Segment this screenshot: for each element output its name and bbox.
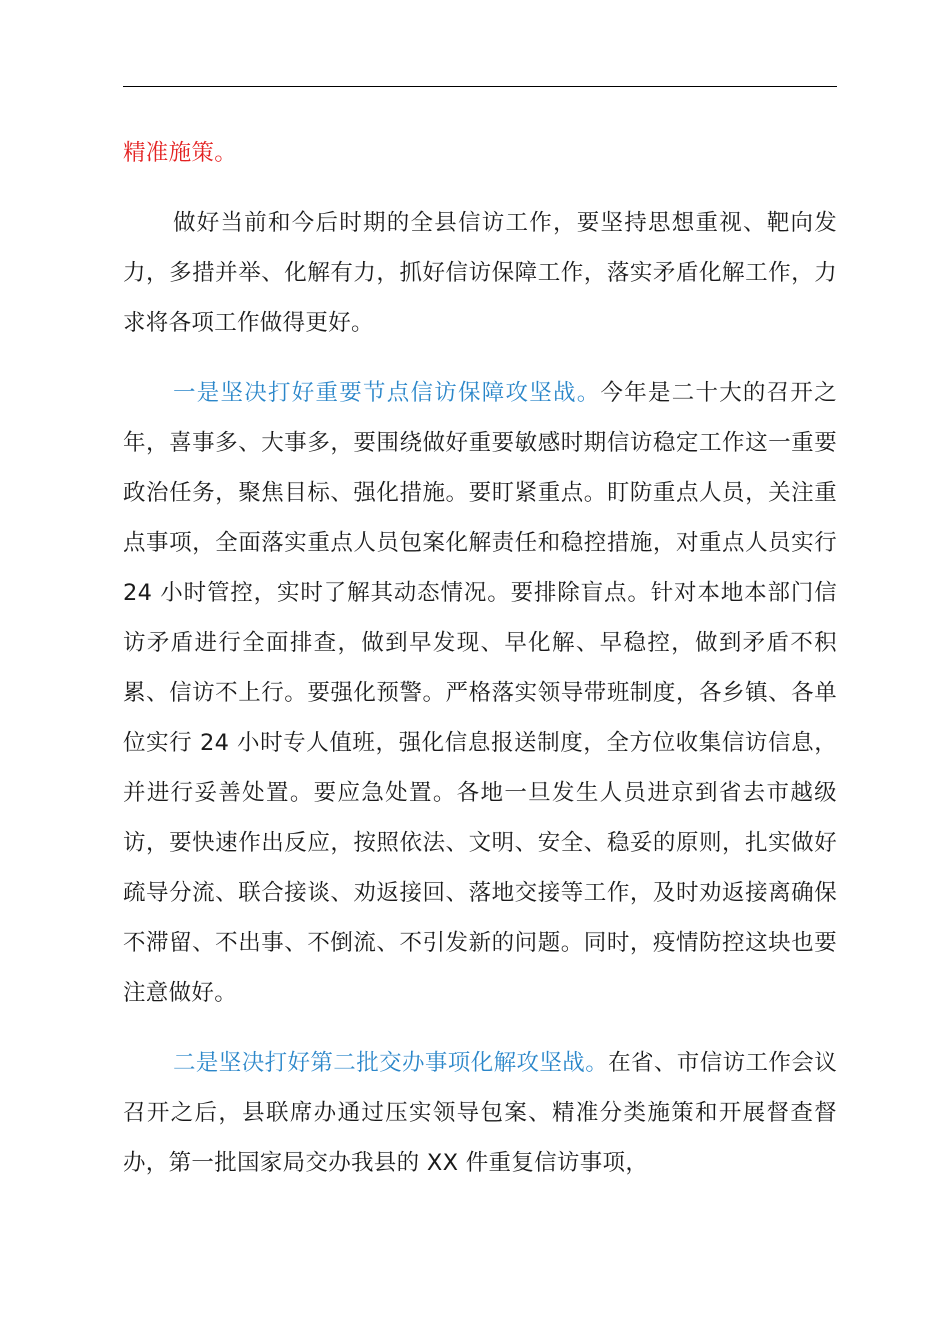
paragraph-first-lead: 一是坚决打好重要节点信访保障攻坚战。 <box>173 380 601 406</box>
paragraph-second-point <box>123 1038 837 1188</box>
paragraph-second-lead: 二是坚决打好第二批交办事项化解攻坚战。 <box>173 1050 609 1076</box>
paragraph-first-text: 今年是二十大的召开之年，喜事多、大事多，要围绕做好重要敏感时期信访稳定工作这一重要政治任务，聚焦目标、强化措施。要盯紧重点。盯防重点人员，关注重点事项，全面落实重点人员包案化解责任和稳控措施，对重点人员实行 24 小时管控，实时了解其动态情况。要排除盲点。针对本地本部门信访矛盾进行全面排查，做到早发现、早化解、早稳控，做到矛盾不积累、信访不上行。要强化预警。严格落实领导带班制度，各乡镇、各单位实行 24 小时专人值班，强化信息报送制度，全方位收集信访信息，并进行妥善处置。要应急处置。各地一旦发生人员进京到省去市越级访，要快速作出反应，按照依法、文明、安全、稳妥的原则，扎实做好疏导分流、联合接谈、劝返接回、落地交接等工作，及时劝返接离确保不滞留、不出事、不倒流、不引发新的问题。同时，疫情防控这块也要注意做好。 <box>123 380 837 1006</box>
paragraph-intro-text: 做好当前和今后时期的全县信访工作，要坚持思想重视、靶向发力，多措并举、化解有力，抓好信访保障工作，落实矛盾化解工作，力求将各项工作做得更好。 <box>123 210 837 336</box>
header-rule <box>123 86 837 87</box>
paragraph-intro <box>123 198 837 348</box>
paragraph-second-text: 在省、市信访工作会议召开之后，县联席办通过压实领导包案、精准分类施策和开展督查督办，第一批国家局交办我县的 XX 件重复信访事项， <box>123 1050 837 1176</box>
document-body <box>123 128 837 1188</box>
paragraph-first-point <box>123 368 837 1018</box>
heading-fragment: 精准施策。 <box>123 140 238 166</box>
